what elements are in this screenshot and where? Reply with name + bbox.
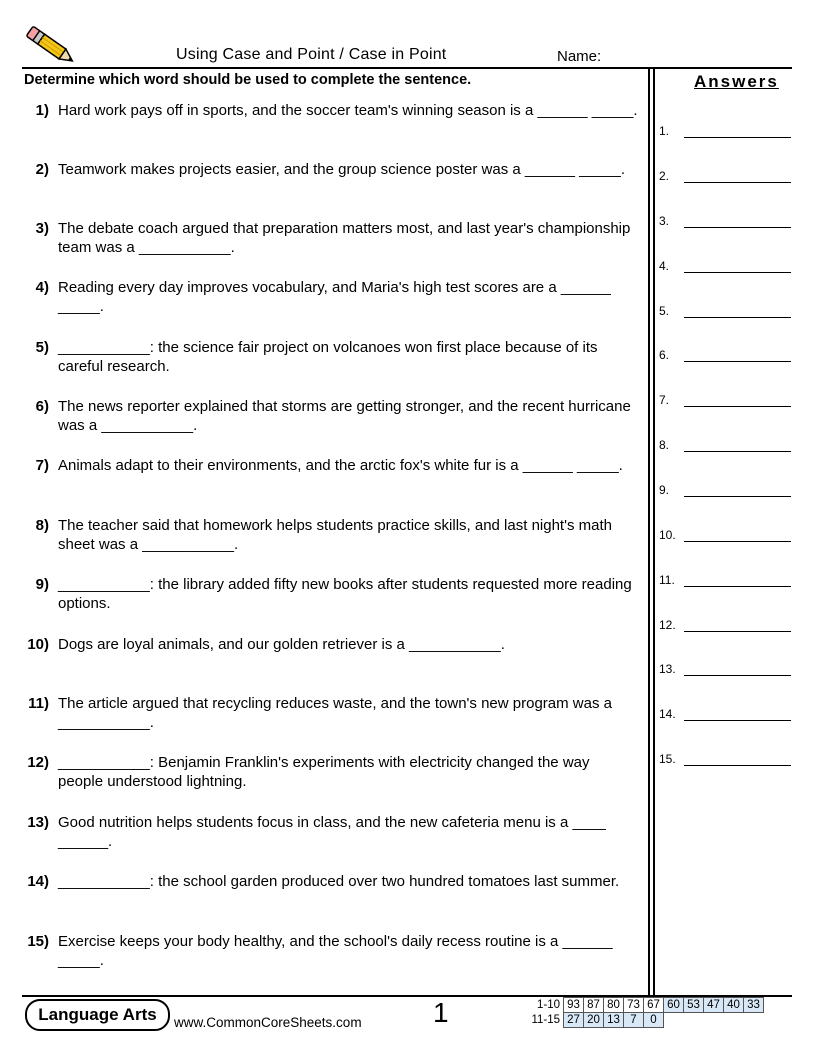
- score-row: [528, 998, 764, 1013]
- answer-line: [684, 317, 791, 318]
- score-cell: 40: [724, 998, 744, 1013]
- score-cell: 53: [684, 998, 704, 1013]
- answer-line: [684, 631, 791, 632]
- score-cell: 87: [584, 998, 604, 1013]
- answer-number: 4.: [659, 259, 670, 273]
- answer-slot[interactable]: [659, 348, 793, 366]
- answer-slot[interactable]: [659, 214, 793, 232]
- answer-slot[interactable]: [659, 707, 793, 725]
- answer-line: [684, 586, 791, 587]
- question-text: Animals adapt to their environments, and the arctic fox's white fur is a ______ _____.: [58, 457, 623, 474]
- question-text: ___________: the school garden produced over two hundred tomatoes last summer.: [58, 873, 620, 890]
- score-cell: 13: [604, 1013, 624, 1028]
- instructions: Determine which word should be used to complete the sentence.: [24, 72, 472, 88]
- name-label: Name:: [557, 48, 602, 65]
- question-text: ___________: the science fair project on volcanoes won first place because of its careful research.: [58, 339, 598, 375]
- answer-line: [684, 406, 791, 407]
- question-number: 8): [35, 517, 49, 534]
- answer-slot[interactable]: [659, 528, 793, 546]
- question-number: 15): [27, 933, 49, 950]
- column-divider: [648, 68, 650, 996]
- answer-slot[interactable]: [659, 618, 793, 636]
- score-cell: 93: [564, 998, 584, 1013]
- score-cell: 80: [604, 998, 624, 1013]
- score-row-label: 1-10: [536, 999, 560, 1011]
- column-divider: [653, 68, 655, 996]
- answer-line: [684, 720, 791, 721]
- question-text: Exercise keeps your body healthy, and the school's daily recess routine is a ______ _____.: [58, 933, 613, 969]
- answer-line: [684, 272, 791, 273]
- answer-slot[interactable]: [659, 124, 793, 142]
- score-cell: 73: [624, 998, 644, 1013]
- score-row-label: 11-15: [531, 1014, 560, 1026]
- question-text: ___________: the library added fifty new books after students requested more reading options.: [58, 576, 632, 612]
- subject-badge: Language Arts: [25, 999, 170, 1031]
- worksheet-title: Using Case and Point / Case in Point: [176, 46, 447, 63]
- pencil-icon: [22, 22, 80, 70]
- score-cell: 7: [624, 1013, 644, 1028]
- answer-line: [684, 765, 791, 766]
- answer-number: 3.: [659, 214, 670, 228]
- score-row: [528, 1013, 764, 1028]
- answer-number: 8.: [659, 438, 670, 452]
- question-number: 10): [27, 636, 49, 653]
- score-table: [528, 997, 764, 1028]
- answer-number: 13.: [659, 662, 676, 676]
- answer-number: 11.: [659, 573, 675, 587]
- question-number: 14): [27, 873, 49, 890]
- question-text: The teacher said that homework helps students practice skills, and last night's math sheet was a ___________.: [58, 517, 612, 553]
- answer-slot[interactable]: [659, 169, 793, 187]
- answer-number: 12.: [659, 618, 676, 632]
- question-number: 1): [35, 102, 49, 119]
- question-text: The news reporter explained that storms are getting stronger, and the recent hurricane was a ___________.: [58, 398, 631, 434]
- answer-line: [684, 496, 791, 497]
- question-text: Reading every day improves vocabulary, and Maria's high test scores are a ______ _____.: [58, 279, 611, 315]
- answer-number: 9.: [659, 483, 670, 497]
- question-number: 2): [35, 161, 49, 178]
- score-cell: 60: [664, 998, 684, 1013]
- answer-slot[interactable]: [659, 662, 793, 680]
- answer-slot[interactable]: [659, 304, 793, 322]
- score-cell: 27: [564, 1013, 584, 1028]
- question-number: 3): [35, 220, 49, 237]
- answer-slot[interactable]: [659, 573, 793, 591]
- question-number: 6): [35, 398, 49, 415]
- answer-line: [684, 182, 791, 183]
- answer-slot[interactable]: [659, 752, 793, 770]
- answers-heading: Answers: [694, 72, 779, 91]
- answer-line: [684, 451, 791, 452]
- answer-slot[interactable]: [659, 259, 793, 277]
- answer-number: 5.: [659, 304, 670, 318]
- answer-slot[interactable]: [659, 393, 793, 411]
- score-cell: 47: [704, 998, 724, 1013]
- page-number: 1: [433, 997, 449, 1028]
- answer-number: 10.: [659, 528, 676, 542]
- question-text: ___________: Benjamin Franklin's experiments with electricity changed the way people understood lightning.: [58, 754, 590, 790]
- answer-line: [684, 361, 791, 362]
- answer-line: [684, 541, 791, 542]
- question-text: The debate coach argued that preparation matters most, and last year's championship team was a ___________.: [58, 220, 631, 256]
- answer-number: 2.: [659, 169, 670, 183]
- answer-number: 14.: [659, 707, 676, 721]
- answer-line: [684, 675, 791, 676]
- answer-number: 6.: [659, 348, 670, 362]
- question-text: Dogs are loyal animals, and our golden retriever is a ___________.: [58, 636, 505, 653]
- footer-url[interactable]: www.CommonCoreSheets.com: [174, 1015, 362, 1030]
- answer-slot[interactable]: [659, 438, 793, 456]
- answer-line: [684, 227, 791, 228]
- answer-number: 7.: [659, 393, 670, 407]
- question-text: The article argued that recycling reduces waste, and the town's new program was a ___________.: [58, 695, 612, 731]
- score-cell: 33: [744, 998, 764, 1013]
- question-text: Hard work pays off in sports, and the soccer team's winning season is a ______ _____.: [58, 102, 638, 119]
- score-cell: 0: [644, 1013, 664, 1028]
- question-number: 9): [35, 576, 49, 593]
- question-number: 12): [27, 754, 49, 771]
- question-text: Good nutrition helps students focus in class, and the new cafeteria menu is a ____ ______.: [58, 814, 606, 850]
- answer-number: 15.: [659, 752, 676, 766]
- answer-line: [684, 137, 791, 138]
- score-cell: 67: [644, 998, 664, 1013]
- answer-slot[interactable]: [659, 483, 793, 501]
- question-number: 4): [35, 279, 49, 296]
- question-number: 7): [35, 457, 49, 474]
- question-text: Teamwork makes projects easier, and the group science poster was a ______ _____.: [58, 161, 625, 178]
- question-number: 13): [27, 814, 49, 831]
- score-cell: 20: [584, 1013, 604, 1028]
- header-divider: [22, 67, 792, 69]
- answer-number: 1.: [659, 124, 670, 138]
- question-number: 11): [28, 695, 49, 712]
- question-number: 5): [35, 339, 49, 356]
